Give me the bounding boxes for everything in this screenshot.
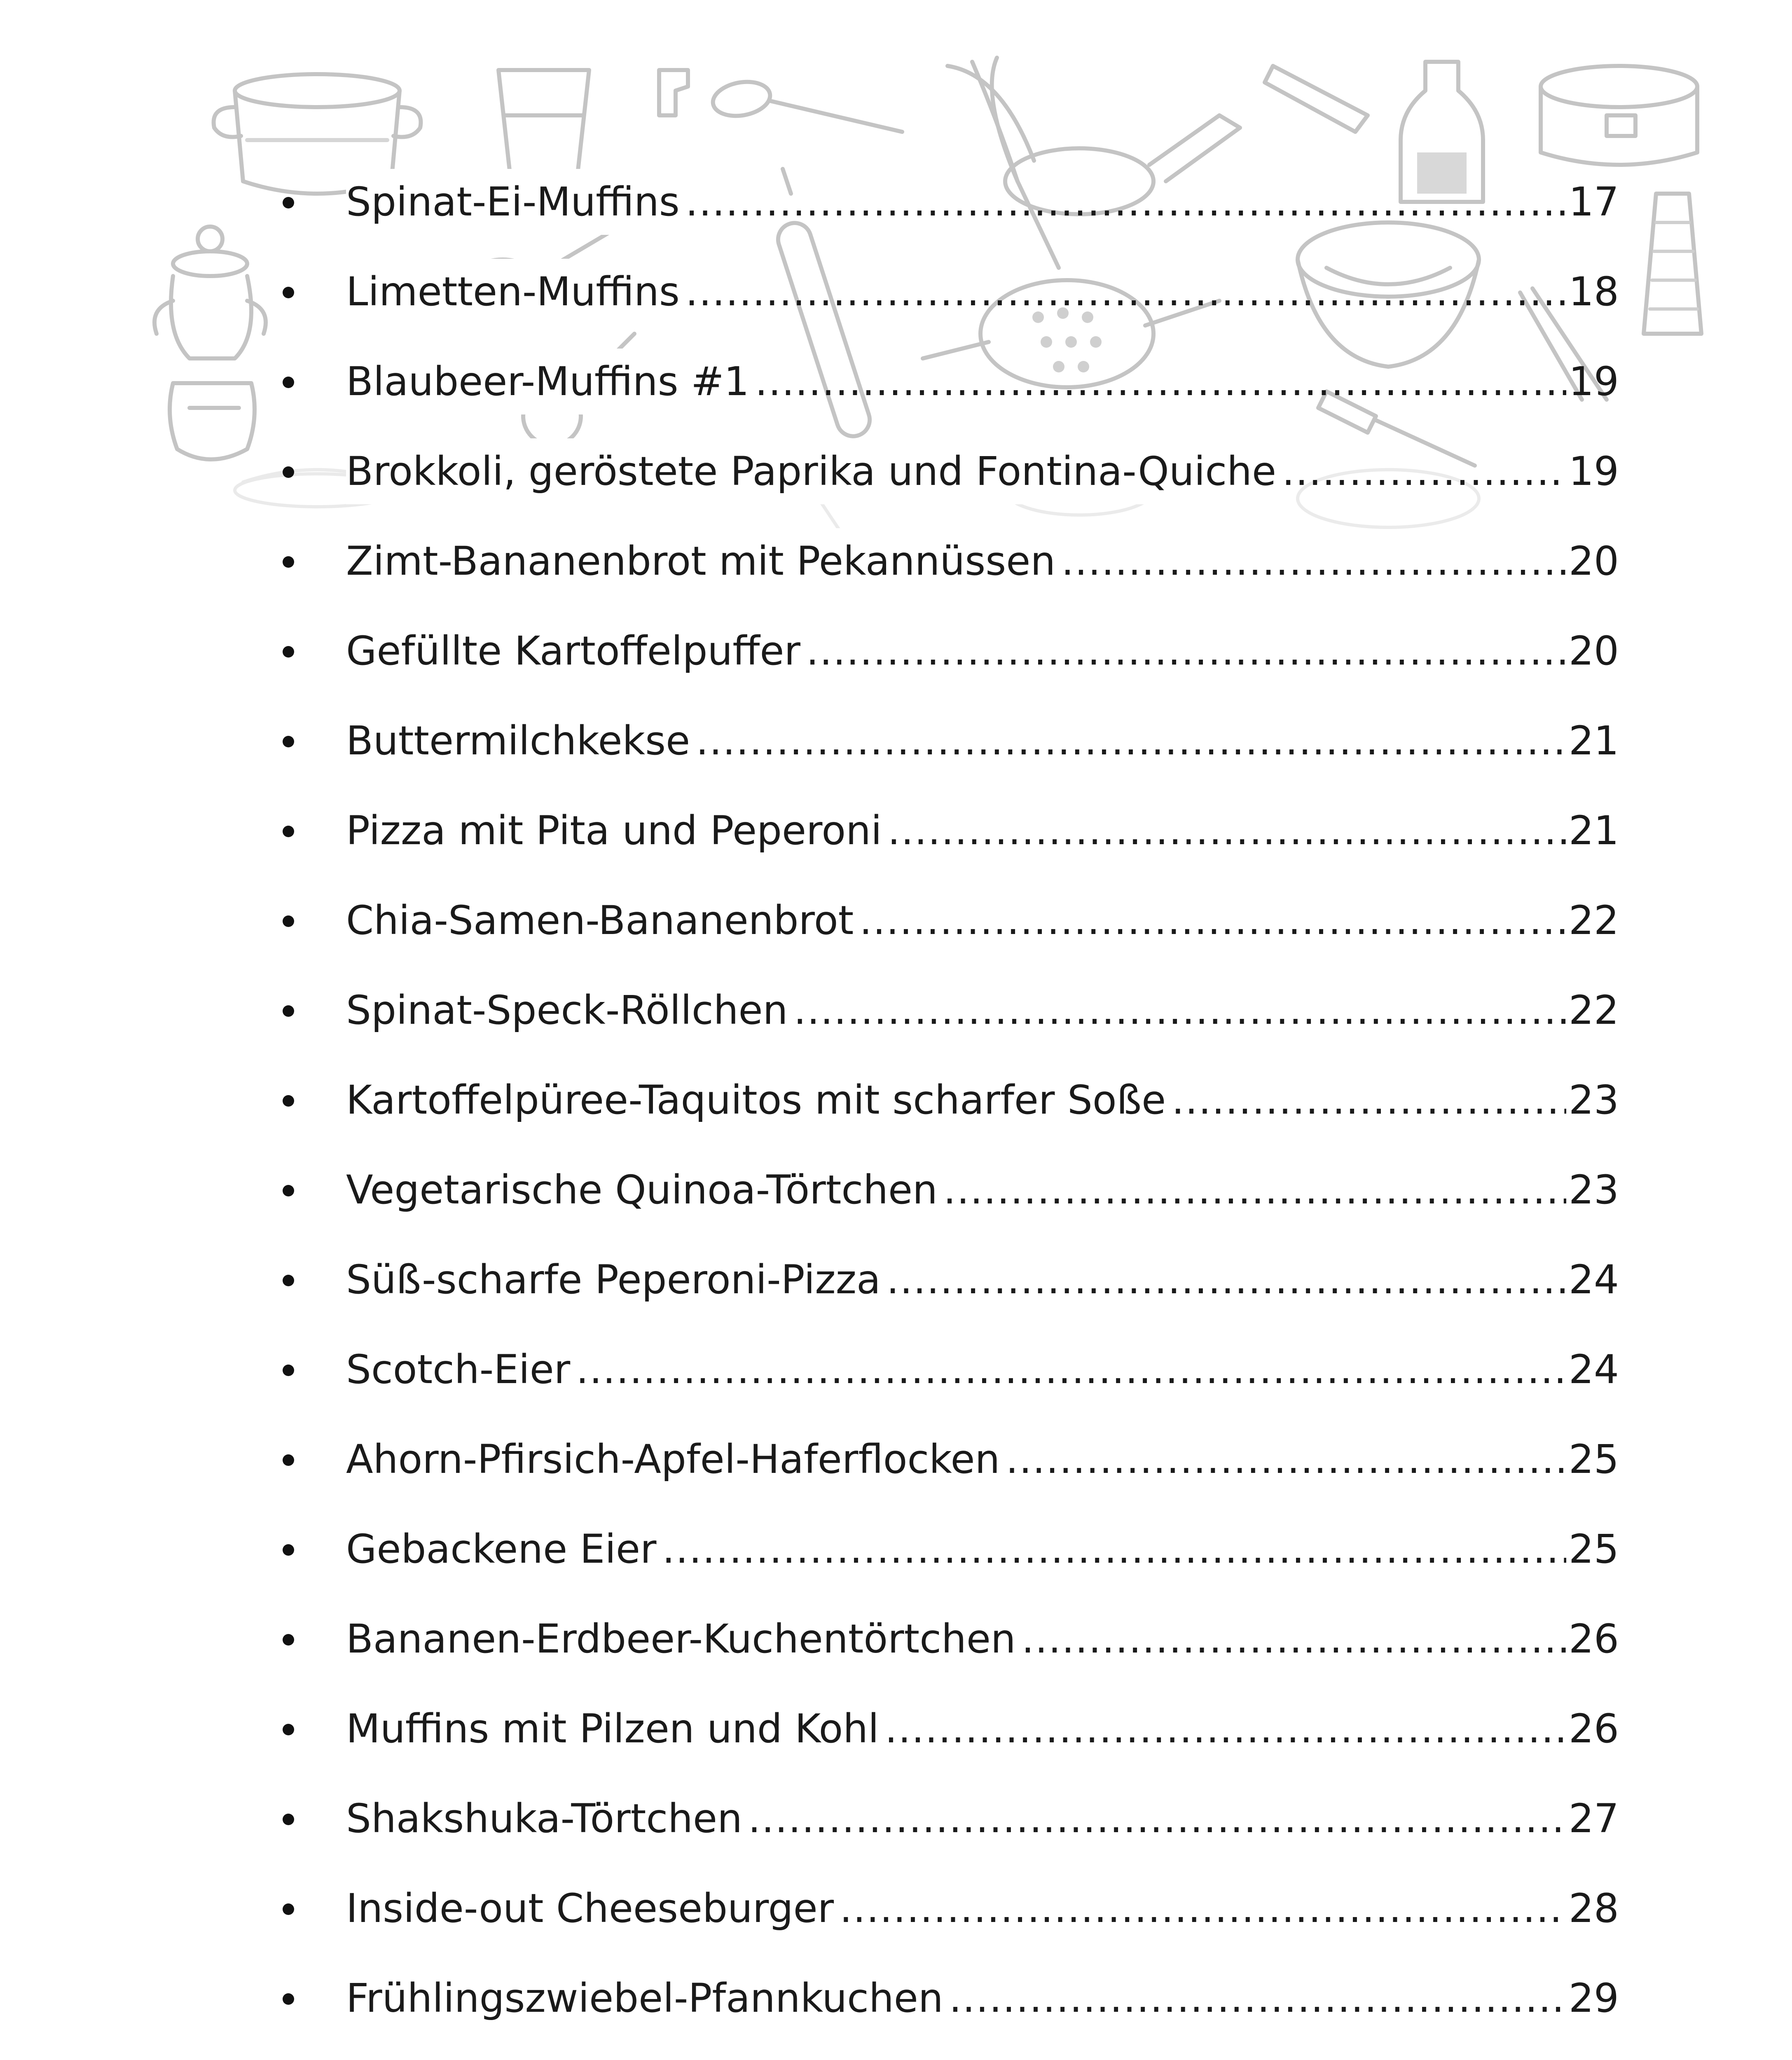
- toc-entry: [346, 977, 1619, 1043]
- toc-entry-title: Bananen-Erdbeer-Kuchentörtchen: [346, 1606, 1022, 1672]
- toc-item[interactable]: [272, 977, 1619, 1067]
- toc-entry: [346, 1426, 1619, 1492]
- dot-leader: [637, 2055, 1566, 2060]
- toc-item[interactable]: [272, 618, 1619, 708]
- sugar-bowl-icon: [154, 227, 266, 358]
- toc-entry-page-number: 24: [1568, 1257, 1619, 1303]
- toc-entry-title: Gebackene Eier: [346, 1516, 662, 1582]
- toc-entry-title: Süß-scharfe Peperoni-Pizza: [346, 1247, 887, 1313]
- toc-entry: [346, 169, 1619, 235]
- toc-entry: [346, 1157, 1619, 1223]
- toc-entry: [346, 2055, 1619, 2060]
- toc-entry-page-number: 23: [1568, 1077, 1619, 1123]
- toc-entry-title: Scotch-Eier: [346, 1337, 576, 1402]
- toc-entry: [346, 528, 1619, 594]
- toc-entry-title: [346, 2055, 637, 2060]
- bullet-icon: [283, 377, 294, 388]
- bullet-icon: [283, 826, 294, 837]
- toc-item[interactable]: [272, 1337, 1619, 1426]
- knife-icon: [1265, 66, 1368, 132]
- bullet-icon: [283, 1185, 294, 1196]
- toc-entry-page-number: 21: [1568, 718, 1619, 764]
- toc-entry-page-number: 20: [1568, 628, 1619, 674]
- dot-leader: [685, 259, 1566, 325]
- toc-entry-page-number: 21: [1568, 808, 1619, 854]
- toc-item[interactable]: [272, 1247, 1619, 1337]
- toc-entry: [346, 798, 1619, 864]
- dot-leader: [748, 1786, 1566, 1852]
- toc-item[interactable]: [272, 1606, 1619, 1696]
- toc-item[interactable]: [272, 708, 1619, 798]
- toc-entry-page-number: 17: [1568, 179, 1619, 225]
- dot-leader: [1061, 528, 1566, 594]
- toc-item[interactable]: [272, 887, 1619, 977]
- bullet-icon: [283, 1005, 294, 1017]
- bullet-icon: [283, 736, 294, 747]
- grater-icon: [1644, 194, 1701, 334]
- bullet-icon: [283, 1095, 294, 1107]
- toc-entry-title: Ahorn-Pfirsich-Apfel-Haferflocken: [346, 1426, 1006, 1492]
- toc-entry-page-number: 18: [1568, 269, 1619, 315]
- toc-entry: [346, 1965, 1619, 2031]
- dot-leader: [949, 1965, 1566, 2031]
- toc-entry-page-number: 25: [1568, 1436, 1619, 1482]
- dot-leader: [1006, 1426, 1566, 1492]
- bullet-icon: [283, 466, 294, 478]
- dot-leader: [1022, 1606, 1566, 1672]
- toc-entry: [346, 1875, 1619, 1941]
- dot-leader: [840, 1875, 1566, 1941]
- toc-entry-page-number: 26: [1568, 1706, 1619, 1752]
- canister-icon: [170, 383, 255, 459]
- toc-entry-page-number: [1566, 2055, 1619, 2060]
- toc-entry: [346, 438, 1619, 504]
- toc-entry-page-number: 22: [1568, 897, 1619, 943]
- toc-entry: [346, 618, 1619, 684]
- toc-entry-page-number: 29: [1568, 1975, 1619, 2021]
- toc-item[interactable]: [272, 438, 1619, 528]
- dot-leader: [1282, 438, 1566, 504]
- toc-entry-title: Kartoffelpüree-Taquitos mit scharfer Soße: [346, 1067, 1172, 1133]
- toc-entry-title: Blaubeer-Muffins #1: [346, 349, 755, 414]
- dot-leader: [885, 1696, 1566, 1762]
- toc-entry-page-number: 19: [1568, 448, 1619, 494]
- table-of-contents: [272, 169, 1619, 2060]
- toc-entry-title: Spinat-Ei-Muffins: [346, 169, 685, 235]
- toc-entry-title: Vegetarische Quinoa-Törtchen: [346, 1157, 943, 1223]
- toc-entry: [346, 349, 1619, 414]
- dot-leader: [662, 1516, 1566, 1582]
- bullet-icon: [283, 1365, 294, 1376]
- toc-entry-title: Limetten-Muffins: [346, 259, 685, 325]
- toc-item[interactable]: [272, 798, 1619, 887]
- dot-leader: [576, 1337, 1566, 1402]
- bullet-icon: [283, 1724, 294, 1735]
- toc-item[interactable]: [272, 1157, 1619, 1247]
- toc-entry-title: Chia-Samen-Bananenbrot: [346, 887, 859, 953]
- bullet-icon: [283, 646, 294, 658]
- toc-entry: [346, 1786, 1619, 1852]
- dot-leader: [793, 977, 1566, 1043]
- toc-entry-page-number: 22: [1568, 987, 1619, 1033]
- toc-entry-title: Buttermilchkekse: [346, 708, 696, 774]
- toc-entry-title: Brokkoli, geröstete Paprika und Fontina-Quiche: [346, 438, 1282, 504]
- bullet-icon: [283, 1993, 294, 2005]
- bullet-icon: [283, 1454, 294, 1466]
- toc-item[interactable]: [272, 1875, 1619, 1965]
- toc-entry-title: Spinat-Speck-Röllchen: [346, 977, 793, 1043]
- toc-item[interactable]: [272, 259, 1619, 349]
- toc-entry: [346, 259, 1619, 325]
- toc-entry-title: Inside-out Cheeseburger: [346, 1875, 840, 1941]
- toc-entry-page-number: 20: [1568, 538, 1619, 584]
- toc-entry-title: Gefüllte Kartoffelpuffer: [346, 618, 806, 684]
- toc-entry-title: Muffins mit Pilzen und Kohl: [346, 1696, 885, 1762]
- bullet-icon: [283, 1814, 294, 1825]
- toc-entry: [346, 708, 1619, 774]
- toc-entry-title: Pizza mit Pita und Peperoni: [346, 798, 888, 864]
- toc-entry-page-number: 23: [1568, 1167, 1619, 1213]
- toc-item[interactable]: [272, 1696, 1619, 1786]
- toc-item[interactable]: [272, 1516, 1619, 1606]
- toc-entry-page-number: 25: [1568, 1526, 1619, 1572]
- dot-leader: [755, 349, 1566, 414]
- toc-entry-title: Shakshuka-Törtchen: [346, 1786, 748, 1852]
- toc-item[interactable]: [272, 2055, 1619, 2060]
- toc-item[interactable]: [272, 349, 1619, 438]
- toc-item[interactable]: [272, 1786, 1619, 1875]
- dot-leader: [859, 887, 1566, 953]
- dot-leader: [943, 1157, 1566, 1223]
- toc-entry: [346, 1516, 1619, 1582]
- cake-pan-icon: [1541, 66, 1697, 165]
- toc-entry: [346, 1337, 1619, 1402]
- toc-entry-title: Zimt-Bananenbrot mit Pekannüssen: [346, 528, 1061, 594]
- toc-item[interactable]: [272, 528, 1619, 618]
- toc-item[interactable]: [272, 1426, 1619, 1516]
- dot-leader: [1172, 1067, 1566, 1133]
- bullet-icon: [283, 1275, 294, 1286]
- bullet-icon: [283, 1544, 294, 1556]
- toc-entry-page-number: 24: [1568, 1346, 1619, 1393]
- dot-leader: [888, 798, 1566, 864]
- glass-icon: [498, 70, 589, 181]
- dot-leader: [806, 618, 1566, 684]
- toc-entry-page-number: 19: [1568, 358, 1619, 405]
- dot-leader: [887, 1247, 1566, 1313]
- toc-entry-page-number: 27: [1568, 1795, 1619, 1842]
- toc-item[interactable]: [272, 1965, 1619, 2055]
- toc-item[interactable]: [272, 1067, 1619, 1157]
- toc-item[interactable]: [272, 169, 1619, 259]
- toc-entry: [346, 887, 1619, 953]
- bullet-icon: [283, 287, 294, 298]
- bullet-icon: [283, 556, 294, 568]
- toc-entry-page-number: 28: [1568, 1885, 1619, 1931]
- bullet-icon: [283, 197, 294, 208]
- bullet-icon: [283, 1634, 294, 1646]
- tool-icon: [659, 70, 688, 115]
- spoon-icon: [710, 77, 902, 132]
- toc-entry: [346, 1696, 1619, 1762]
- toc-entry: [346, 1247, 1619, 1313]
- bullet-icon: [283, 1903, 294, 1915]
- bullet-icon: [283, 915, 294, 927]
- toc-entry: [346, 1067, 1619, 1133]
- toc-entry-title: Frühlingszwiebel-Pfannkuchen: [346, 1965, 949, 2031]
- dot-leader: [685, 169, 1566, 235]
- toc-entry-page-number: 26: [1568, 1616, 1619, 1662]
- toc-entry: [346, 1606, 1619, 1672]
- dot-leader: [696, 708, 1566, 774]
